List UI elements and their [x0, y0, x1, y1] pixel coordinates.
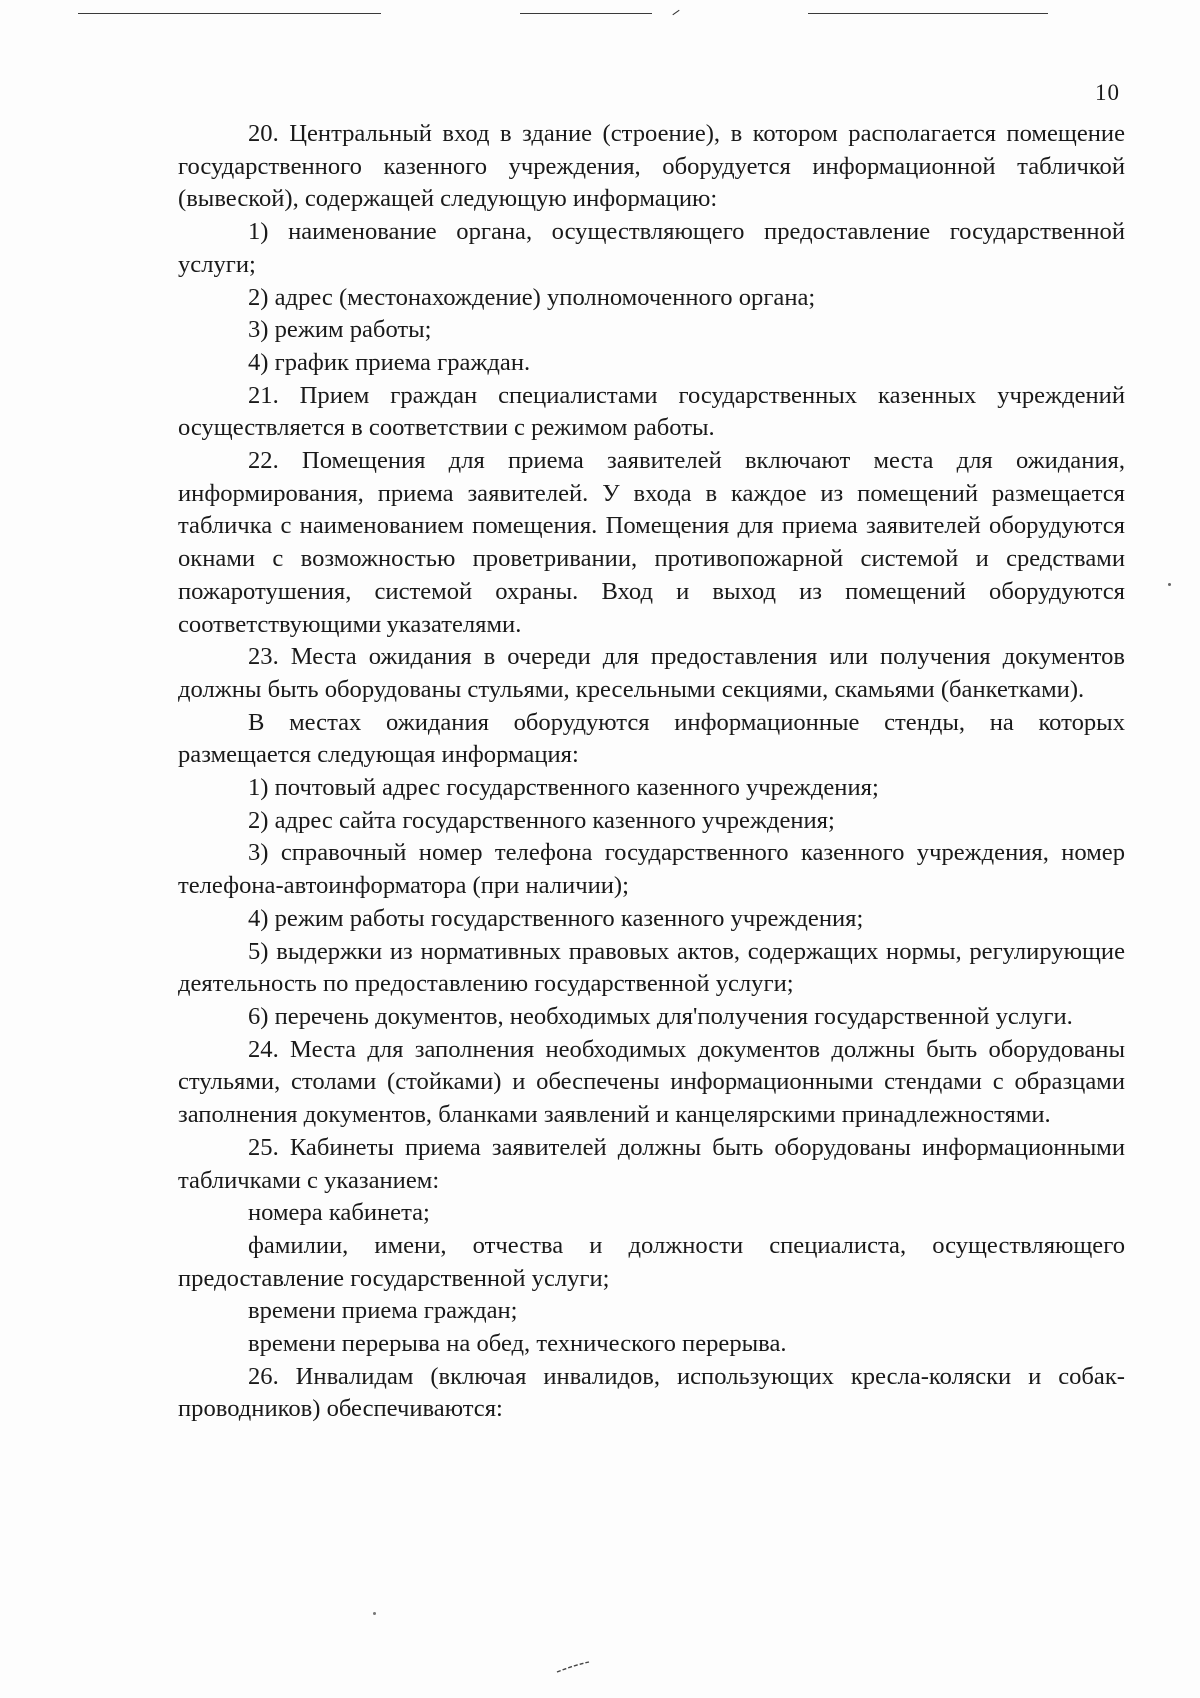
scan-speck-bottom [373, 1612, 376, 1615]
document-body [178, 118, 1125, 1426]
stand-item-3: 3) справочный номер телефона государственного казенного учреждения, номер телефона-автоинформатора (при наличии); [178, 839, 1125, 900]
paragraph-25: 25. Кабинеты приема заявителей должны быть оборудованы информационными табличками с указанием: [178, 1133, 1125, 1194]
list-item-1: 1) наименование органа, осуществляющего предоставление государственной услуги; [178, 218, 1125, 278]
list-item-3: 3) режим работы; [248, 316, 432, 344]
list-item-4: 4) график приема граждан. [248, 348, 531, 376]
scan-mark [672, 10, 679, 15]
page-number: 10 [1095, 80, 1120, 105]
cabinet-item-hours: времени приема граждан; [248, 1297, 518, 1325]
stand-item-5: 5) выдержки из нормативных правовых актов, содержащих нормы, регулирующие деятельность по предоставлению государственной услуги; [178, 937, 1125, 998]
paragraph-22: 22. Помещения для приема заявителей включают места для ожидания, информирования, приема заявителей. У входа в каждое из помещений размещается табличка с наименованием помещения. Помещения для приема заявителей оборудуются окнами с возможностью проветривании, противопожарной системой и средствами пожаротушения, системой охраны. Вход и выход из помещений оборудуются соответствующими указателями. [178, 447, 1125, 638]
cabinet-item-break: времени перерыва на обед, технического перерыва. [248, 1330, 787, 1358]
paragraph-24: 24. Места для заполнения необходимых документов должны быть оборудованы стульями, столами (стойками) и обеспечены информационными стендами с образцами заполнения документов, бланками заявлений и канцелярскими принадлежностями. [178, 1035, 1125, 1129]
cabinet-item-specialist: фамилии, имени, отчества и должности специалиста, осуществляющего предоставление государственной услуги; [178, 1231, 1125, 1292]
paragraph-26: 26. Инвалидам (включая инвалидов, использующих кресла-коляски и собак-проводников) обеспечиваются: [178, 1362, 1125, 1423]
scan-line-left [78, 13, 381, 14]
stand-item-6: 6) перечень документов, необходимых для'получения государственной услуги. [248, 1002, 1073, 1030]
paragraph-stands: В местах ожидания оборудуются информационные стенды, на которых размещается следующая информация: [178, 708, 1125, 769]
list-item-2: 2) адрес (местонахождение) уполномоченного органа; [248, 283, 816, 311]
stand-item-2: 2) адрес сайта государственного казенного учреждения; [248, 806, 835, 834]
scan-line-middle [520, 13, 652, 14]
stand-item-1: 1) почтовый адрес государственного казенного учреждения; [248, 774, 879, 802]
scan-speck [1168, 583, 1171, 586]
paragraph-20: 20. Центральный вход в здание (строение), в котором располагается помещение государственного казенного учреждения, оборудуется информационной табличкой (вывеской), содержащей следующую информацию: [178, 120, 1125, 213]
stand-item-4: 4) режим работы государственного казенного учреждения; [248, 904, 864, 932]
paragraph-23: 23. Места ожидания в очереди для предоставления или получения документов должны быть оборудованы стульями, кресельными секциями, скамьями (банкетками). [178, 643, 1125, 703]
cabinet-item-number: номера кабинета; [248, 1199, 430, 1227]
scan-line-right [808, 13, 1048, 14]
pen-stroke-mark [555, 1660, 591, 1674]
paragraph-21: 21. Прием граждан специалистами государственных казенных учреждений осуществляется в соответствии с режимом работы. [178, 381, 1125, 442]
